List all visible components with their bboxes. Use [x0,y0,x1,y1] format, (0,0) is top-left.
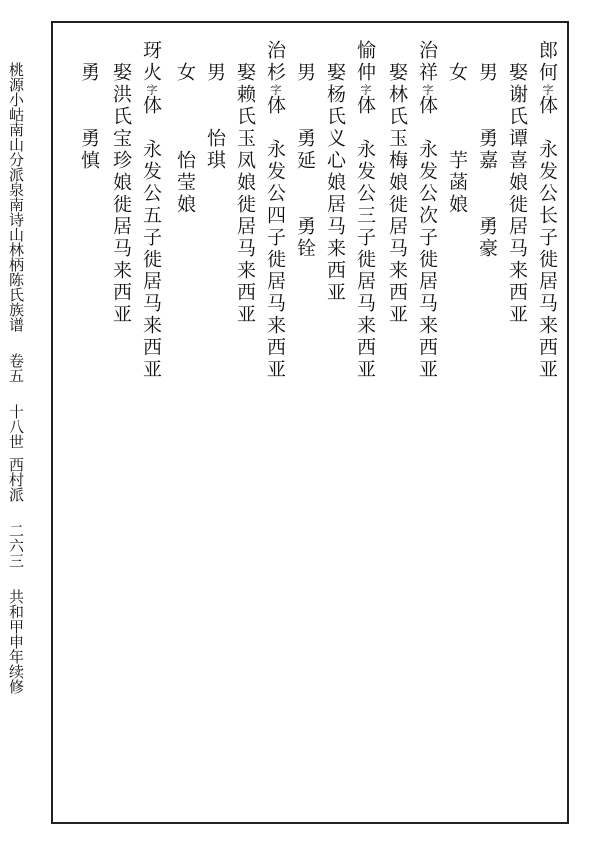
entry-column-1 [534,40,560,381]
entry-column-8 [322,40,348,304]
entry-text: 体 永发公次子徙居马来西亚 [416,95,438,381]
entry-column-6 [384,40,410,326]
entry-text: 娶谢氏谭喜娘徙居马来西亚 [506,40,528,326]
entry-column-16 [76,40,102,172]
edition-label: 共和甲申年续修 [7,589,25,694]
entry-column-9 [292,40,318,260]
entry-text: 男 勇嘉 勇豪 [476,40,498,260]
entry-text: 娶林氏玉梅娘徙居马来西亚 [386,40,408,326]
book-title: 桃源小岵南山分派泉南诗山林柄陈氏族谱 [7,62,25,332]
volume-label: 卷五 [7,353,25,383]
style-name-marker: 字 [421,84,434,95]
spine-margin [6,62,26,694]
style-name-marker: 字 [359,84,372,95]
entry-text: 娶杨氏义心娘居马来西亚 [324,40,346,304]
entry-text: 娶赖氏玉凤娘徙居马来西亚 [234,40,256,326]
generation-label: 十八世 [7,404,25,449]
entry-column-12 [202,40,228,172]
entry-text: 体 永发公三子徙居马来西亚 [354,95,376,381]
entry-text: 男 怡琪 [204,40,226,172]
entry-text: 女 怡莹娘 [174,40,196,216]
entry-column-4 [444,40,470,216]
entry-column-13 [172,40,198,216]
entry-text: 体 永发公五子徙居马来西亚 [140,95,162,381]
entry-text: 女 芋菡娘 [446,40,468,216]
entry-column-3 [474,40,500,260]
page-number: 二六三 [7,523,25,568]
entry-column-15 [108,40,134,326]
entry-text: 体 永发公四子徙居马来西亚 [264,95,286,381]
branch-label: 西村派 [7,457,25,502]
entry-text: 体 永发公长子徙居马来西亚 [536,95,558,381]
entry-column-10 [262,40,288,381]
entry-name: 愉仲 [354,40,376,84]
style-name-marker: 字 [541,84,554,95]
entry-column-2 [504,40,530,326]
entry-name: 治祥 [416,40,438,84]
style-name-marker: 字 [269,84,282,95]
entry-column-14 [138,40,164,381]
entry-column-11 [232,40,258,326]
entry-name: 治杉 [264,40,286,84]
entry-text: 娶洪氏宝珍娘徙居马来西亚 [110,40,132,326]
entry-column-7 [352,40,378,381]
style-name-marker: 字 [145,84,158,95]
entry-name: 玡火 [140,40,162,84]
entry-column-5 [414,40,440,381]
entry-text: 勇 勇慎 [78,40,100,172]
entry-name: 郎何 [536,40,558,84]
entry-text: 男 勇延 勇铨 [294,40,316,260]
